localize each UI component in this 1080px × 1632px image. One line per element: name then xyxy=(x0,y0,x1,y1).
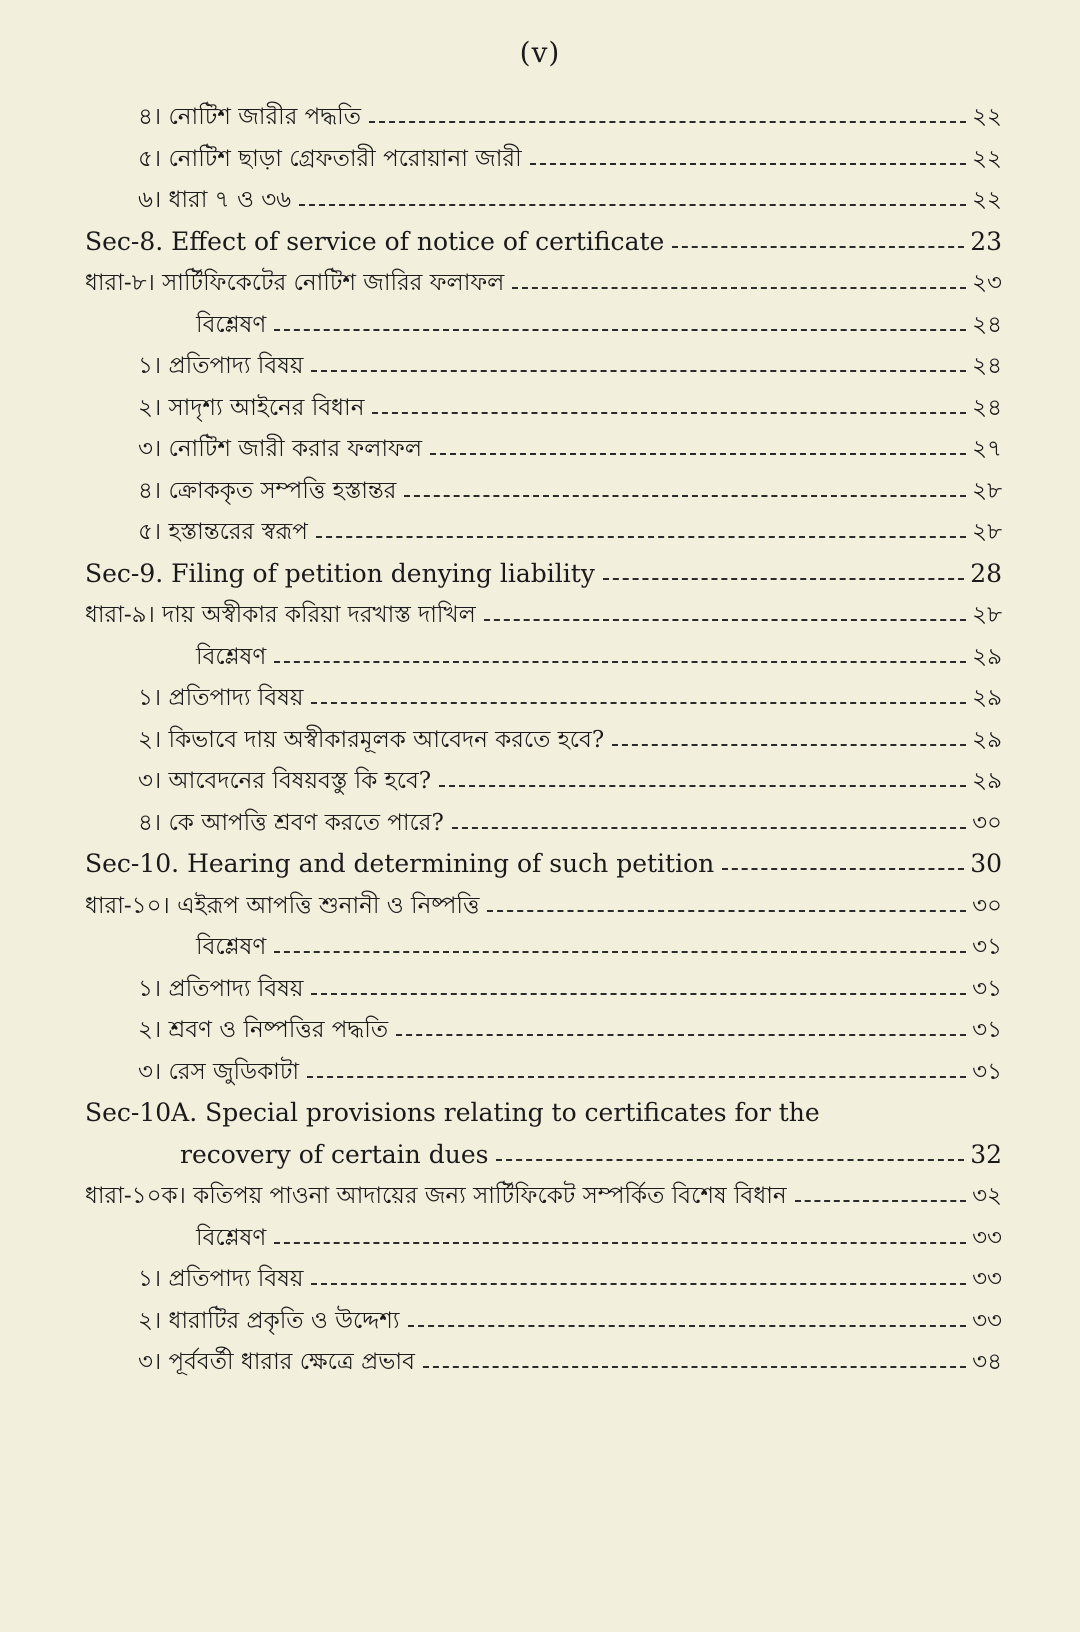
toc-entry-title: ২। শ্রবণ ও নিষ্পত্তির পদ্ধতি xyxy=(138,1017,389,1043)
toc-entry[interactable] xyxy=(0,922,1080,962)
toc-entry[interactable] xyxy=(0,175,1080,215)
toc-entry-title: ৩। পূর্ববর্তী ধারার ক্ষেত্রে প্রভাব xyxy=(138,1349,415,1375)
toc-entry-title: ধারা-১০ক। কতিপয় পাওনা আদায়ের জন্য সার্টিফিকেট সম্পর্কিত বিশেষ বিধান xyxy=(85,1183,787,1209)
toc-entry-page: ২৩ xyxy=(972,270,1002,296)
dotted-leader xyxy=(311,993,966,995)
dotted-leader xyxy=(603,578,964,580)
toc-entry[interactable] xyxy=(0,507,1080,547)
toc-entry-title: বিশ্লেষণ xyxy=(196,934,267,960)
toc-entry-title: বিশ্লেষণ xyxy=(196,311,267,338)
toc-entry-title: বিশ্লেষণ xyxy=(196,643,267,670)
toc-entry-title: ২। সাদৃশ্য আইনের বিধান xyxy=(138,394,365,421)
dotted-leader xyxy=(311,702,966,704)
toc-entry-page: ৩৩ xyxy=(972,1266,1002,1292)
toc-entry-title: ৫। হস্তান্তরের স্বরূপ xyxy=(138,519,308,545)
toc-entry-title: ৫। নোটিশ ছাড়া গ্রেফতারী পরোয়ানা জারী xyxy=(138,145,522,172)
toc-entry[interactable] xyxy=(0,134,1080,174)
toc-entry-title: ধারা-৯। দায় অস্বীকার করিয়া দরখাস্ত দাখিল xyxy=(85,602,476,628)
toc-entry[interactable] xyxy=(0,590,1080,630)
toc-entry-page: 30 xyxy=(970,849,1002,878)
dotted-leader xyxy=(396,1034,966,1036)
dotted-leader xyxy=(795,1200,966,1202)
toc-entry-page: ৩০ xyxy=(972,809,1002,836)
toc-entry[interactable] xyxy=(0,1213,1080,1253)
toc-entry[interactable] xyxy=(0,1296,1080,1336)
toc-entry-page: ৩০ xyxy=(972,892,1002,919)
toc-entry[interactable] xyxy=(0,258,1080,298)
toc-entry[interactable] xyxy=(0,632,1080,672)
toc-entry-title: ১। প্রতিপাদ্য বিষয় xyxy=(138,685,304,711)
toc-entry-page: ২২ xyxy=(972,145,1002,172)
toc-entry-page: 32 xyxy=(970,1139,1002,1169)
dotted-leader xyxy=(408,1325,967,1327)
toc-entry-title: recovery of certain dues xyxy=(180,1139,489,1169)
toc-entry-page: ২৪ xyxy=(972,353,1002,379)
toc-entry-page: ২৪ xyxy=(972,311,1002,338)
toc-entry[interactable] xyxy=(0,466,1080,506)
toc-entry-title: বিশ্লেষণ xyxy=(196,1224,267,1251)
toc-entry-title: ২। কিভাবে দায় অস্বীকারমূলক আবেদন করতে হবে? xyxy=(138,726,605,753)
toc-entry-page: ৩৪ xyxy=(972,1349,1002,1375)
dotted-leader xyxy=(316,536,966,538)
toc-entry-title: ১। প্রতিপাদ্য বিষয় xyxy=(138,1266,304,1292)
toc-entry-title: ৩। নোটিশ জারী করার ফলাফল xyxy=(138,436,422,462)
toc-entry-page: 23 xyxy=(970,226,1002,256)
dotted-leader xyxy=(274,1242,966,1244)
toc-entry[interactable] xyxy=(0,1337,1080,1377)
dotted-leader xyxy=(404,495,966,497)
toc-entry[interactable] xyxy=(0,756,1080,796)
toc-entry-title: ধারা-১০। এইরূপ আপত্তি শুনানী ও নিষ্পত্তি xyxy=(85,892,480,919)
toc-entry[interactable] xyxy=(0,1254,1080,1294)
toc-entry-page: ৩১ xyxy=(972,1058,1002,1085)
toc-entry-title: Sec-10. Hearing and determining of such petition xyxy=(85,849,715,878)
toc-entry[interactable] xyxy=(0,1047,1080,1087)
dotted-leader xyxy=(452,827,966,829)
toc-entry-page: ২৭ xyxy=(972,436,1002,462)
toc-entry-title: ৪। কে আপত্তি শ্রবণ করতে পারে? xyxy=(138,809,444,836)
toc-entry-title: ৪। ক্রোককৃত সম্পত্তি হস্তান্তর xyxy=(138,477,397,504)
dotted-leader xyxy=(423,1366,966,1368)
toc-entry[interactable] xyxy=(0,383,1080,423)
toc-entry[interactable] xyxy=(0,964,1080,1004)
toc-entry[interactable] xyxy=(0,549,1080,589)
toc-entry-title: ধারা-৮। সার্টিফিকেটের নোটিশ জারির ফলাফল xyxy=(85,270,505,296)
toc-entry-title: Sec-9. Filing of petition denying liability xyxy=(85,558,595,588)
dotted-leader xyxy=(512,287,966,289)
dotted-leader xyxy=(484,619,966,621)
dotted-leader xyxy=(439,785,966,787)
dotted-leader xyxy=(722,868,964,870)
toc-entry[interactable] xyxy=(0,839,1080,879)
dotted-leader xyxy=(299,204,966,206)
dotted-leader xyxy=(430,453,966,455)
dotted-leader xyxy=(672,246,964,248)
toc-entry[interactable] xyxy=(0,92,1080,132)
toc-entry[interactable] xyxy=(0,881,1080,921)
toc-entry-page: ২৮ xyxy=(972,519,1002,545)
toc-entry[interactable] xyxy=(0,715,1080,755)
toc-entry-title: ৪। নোটিশ জারীর পদ্ধতি xyxy=(138,104,361,130)
dotted-leader xyxy=(530,163,966,165)
dotted-leader xyxy=(487,910,966,912)
toc-entry-title: Sec-8. Effect of service of notice of certificate xyxy=(85,226,665,256)
toc-entry-page: ২৪ xyxy=(972,394,1002,421)
toc-entry[interactable] xyxy=(0,1171,1080,1211)
toc-entry[interactable] xyxy=(0,1005,1080,1045)
toc-entry-page: ৩২ xyxy=(972,1183,1002,1209)
toc-entry-page: ২২ xyxy=(972,187,1002,213)
toc-entry-page: ২৮ xyxy=(972,477,1002,504)
dotted-leader xyxy=(311,370,966,372)
toc-entry-page: ২৮ xyxy=(972,602,1002,628)
toc-entry-page: ২২ xyxy=(972,104,1002,130)
toc-entry-page: ২৯ xyxy=(972,643,1002,670)
dotted-leader xyxy=(372,412,966,414)
toc-entry[interactable] xyxy=(0,300,1080,340)
toc-entry[interactable] xyxy=(0,1088,1080,1128)
dotted-leader xyxy=(307,1076,966,1078)
toc-entry[interactable] xyxy=(0,217,1080,257)
dotted-leader xyxy=(274,951,966,953)
toc-entry-title: ৩। আবেদনের বিষয়বস্তু কি হবে? xyxy=(138,768,432,794)
dotted-leader xyxy=(311,1283,966,1285)
toc-entry-page: ৩১ xyxy=(972,1017,1002,1043)
toc-entry-page: 28 xyxy=(970,558,1002,588)
page-number: (v) xyxy=(519,36,561,69)
toc-entry[interactable] xyxy=(0,341,1080,381)
dotted-leader xyxy=(369,121,966,123)
toc-entry[interactable] xyxy=(0,424,1080,464)
toc-entry[interactable] xyxy=(0,673,1080,713)
toc-entry-page: ৩১ xyxy=(972,934,1002,960)
dotted-leader xyxy=(274,661,966,663)
toc-entry-page: ২৯ xyxy=(972,685,1002,711)
toc-entry[interactable] xyxy=(0,798,1080,838)
dotted-leader xyxy=(496,1159,964,1161)
dotted-leader xyxy=(612,744,966,746)
toc-entry-title: ১। প্রতিপাদ্য বিষয় xyxy=(138,353,304,379)
toc-entry-title: ৩। রেস জুডিকাটা xyxy=(138,1058,300,1085)
toc-entry-title: ১। প্রতিপাদ্য বিষয় xyxy=(138,975,304,1002)
toc-entry-page: ৩৩ xyxy=(972,1224,1002,1251)
toc-entry-title: ২। ধারাটির প্রকৃতি ও উদ্দেশ্য xyxy=(138,1307,400,1334)
dotted-leader xyxy=(274,329,966,331)
toc-entry[interactable] xyxy=(0,1130,1080,1170)
toc-entry-page: ৩১ xyxy=(972,975,1002,1002)
toc-entry-page: ২৯ xyxy=(972,726,1002,753)
toc-entry-title: ৬। ধারা ৭ ও ৩৬ xyxy=(138,187,292,213)
toc-entry-page: ২৯ xyxy=(972,768,1002,794)
toc-entry-title: Sec-10A. Special provisions relating to certificates for the xyxy=(85,1098,820,1127)
toc-entry-page: ৩৩ xyxy=(972,1307,1002,1334)
